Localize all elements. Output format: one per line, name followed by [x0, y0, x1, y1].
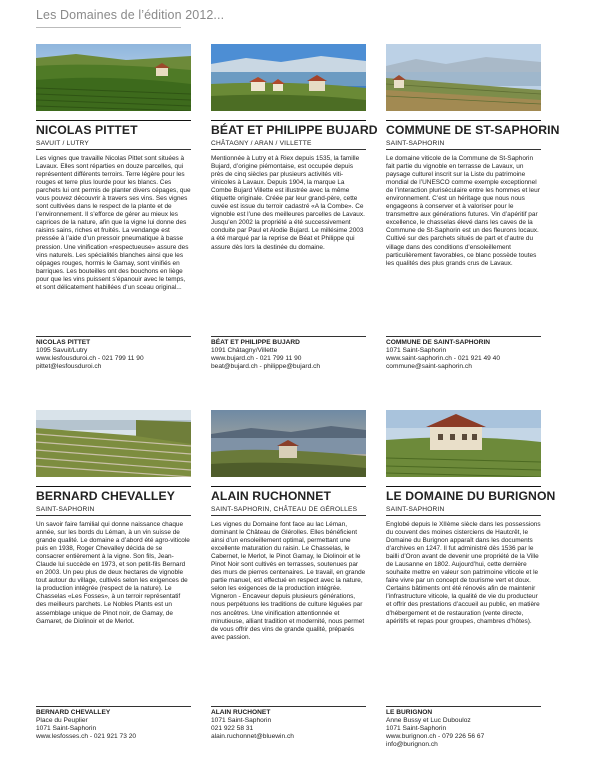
contact-block-bujard	[211, 336, 366, 371]
page-title: Les Domaines de l’édition 2012...	[36, 8, 225, 22]
contact-email[interactable]: alain.ruchonnet@bluewin.ch	[211, 733, 294, 740]
domain-name: BÉAT ET PHILIPPE BUJARD	[211, 123, 378, 137]
contact-block-chevalley	[36, 706, 191, 741]
domain-name: NICOLAS PITTET	[36, 123, 138, 137]
estate-building-photo	[386, 410, 541, 477]
contact-name: BÉAT ET PHILIPPE BUJARD	[211, 339, 300, 346]
contact-web-phone[interactable]: www.bujard.ch - 021 799 11 90	[211, 355, 302, 362]
contact-name: LE BURIGNON	[386, 709, 433, 716]
contact-block-pittet	[36, 336, 191, 371]
contact-email[interactable]: beat@bujard.ch - philippe@bujard.ch	[211, 363, 321, 370]
contact-block-burignon	[386, 706, 541, 749]
domain-name: COMMUNE DE ST-SAPHORIN	[386, 123, 560, 137]
domain-description: Les vignes du Domaine font face au lac Léman, dominant le Château de Glérolles. Elles bénéficient ainsi d’un ensoleillement optimal, permettant une excellente maturation du raisin. Le Chasselas, le Cabernet, le Merlot, le Pinot Gamay, le Diolinoir et le Pinot Noir sont cultivés en terrasses, soutenues par des murs de pierres centenaires. Le travail, en grande partie manuel, est effectué en respect avec la nature, selon les exigences de la production intégrée. Vigneron - Encaveur depuis plusieurs générations, nous perpétuons les traditions de culture léguées par nos ancêtres. Une vinification attentionnée et minutieuse, alliant tradition et modernité, nous permet de vous offrir des vins de grande qualité, préparés avec passion.	[211, 521, 366, 641]
name-divider	[386, 486, 541, 487]
domain-description: Englobé depuis le XIIème siècle dans les possessions du couvent des moines cisterciens de Hautcrêt, le Domaine du Burignon apparaît dans les documents d’archives en 1247. Il fut administré dès 1536 par le bailli d’Oron avant de devenir une propriété de la Ville de Lausanne en 1802. Aujourd’hui, cette dernière souhaite mettre en valeur son patrimoine viticole et le faire vivre par un concept de tourisme vert et doux. Certains bâtiments ont été rénovés afin de maintenir l’infrastructure viticole, la qualité de vie du producteur et offrir des prestations d’accueil au public, en matière d’hébergement et de restauration (vente directe, apéritifs et repas pour groupes, chambres d’hôtes).	[386, 521, 541, 625]
contact-web-phone[interactable]: www.burignon.ch - 079 226 56 67	[386, 733, 485, 740]
domain-card-burignon	[386, 410, 556, 626]
domain-description: Les vignes que travaille Nicolas Pittet sont situées à Lavaux. Elles sont réparties en douze parcelles, qui représentent différents terroirs. Terre légère pour les rouges et terre plus lourde pour les blancs. Ces parchets lui ont permis de planter divers cépages, que vous pouvez découvrir à travers ses vins. Ses vignes sont cultivées dans le respect de la plante et de l’environnement. Il s’efforce de gérer au mieux les caprices de la nature, afin que la vigne lui donne des raisins sains, riches et fruités. La vendange est pressée à l’aide d’un pressoir pneumatique à basse pression. Une vinification «respectueuse» assure des vins naturels. Les spécialités blanches ainsi que les cépages rouges, hormis le Gamay, sont vinifiés en barriques. Les bouteilles ont des bouchons en liège pour que les vins puissent s’épanouir avec le temps, et sont délicatement habillées d’un sceau original...	[36, 155, 191, 291]
domain-description: Un savoir faire familial qui donne naissance chaque année, sur les bords du Léman, à un vin suisse de grande qualité. Le domaine a d’abord été agro-viticole puis en 1938, Roger Chevalley décida de se consacrer entièrement à la vigne. Son fils, Jean-Claude lui succède en 1973, et son petit-fils Bernard en 2003. Un peu plus de deux hectares de vignoble tout autour du village, cultivés selon les exigences de la production intégrée (respect de la nature). Le Chasselas «Les Fosses», à un terroir représentatif des meilleurs parchets. Le Nobles Plants est un assemblage unique de Pinot noir, de Gamay, de Gamaret, de Diolinoir et de Merlot.	[36, 521, 190, 625]
contact-name: ALAIN RUCHONET	[211, 709, 271, 716]
lake-sunset-photo	[211, 410, 366, 477]
domain-location: SAINT-SAPHORIN	[36, 506, 191, 516]
contact-address: 1071 Saint-Saphorin	[386, 725, 447, 732]
contact-address: 1095 Savuit/Lutry	[36, 347, 88, 354]
lakeside-vineyard-photo	[386, 44, 541, 111]
name-divider	[36, 120, 191, 121]
domain-location: SAINT-SAPHORIN, CHÂTEAU DE GÉROLLES	[211, 506, 366, 516]
contact-address: 1071 Saint-Saphorin	[36, 725, 97, 732]
domain-card-st-saphorin	[386, 44, 560, 268]
contact-address: 1071 Saint-Saphorin	[386, 347, 447, 354]
name-divider	[211, 120, 366, 121]
contact-address: Place du Peuplier	[36, 717, 88, 724]
domain-description: Le domaine viticole de la Commune de St-Saphorin fait partie du vignoble en terrasse de Lavaux, un paysage culturel inscrit sur la Liste du patrimoine mondial de l’UNESCO comme exemple exceptionnel de l’interaction pluriséculaire entre les hommes et leur environnement. C’est un héritage que nous nous engageons à conserver et à valoriser pour le transmettre aux générations futures. Vin d’apéritif par excellence, le chasselas élevé dans les caves de la Commune de St-Saphorin est un des fleurons locaux. Cultivé sur des parchets situés de part et d’autre du village dans des conditions d’ensoleillement particulièrement favorables, ce blanc possède toutes les qualités des plus grands crus de Lavaux.	[386, 155, 540, 267]
contact-email[interactable]: commune@saint-saphorin.ch	[386, 363, 472, 370]
name-divider	[211, 486, 366, 487]
terraced-vineyard-photo	[36, 410, 191, 477]
title-divider	[36, 27, 181, 28]
domain-card-pittet	[36, 44, 191, 292]
domain-name: ALAIN RUCHONNET	[211, 489, 331, 503]
contact-address: 1071 Saint-Saphorin	[211, 717, 272, 724]
domain-description: Mentionnée à Lutry et à Riex depuis 1535, la famille Bujard, d’origine piémontaise, est occupée depuis près de cinq siècles par plusieurs activités viti-vinicoles à Lavaux. Depuis 1904, la marque La Combe Bujard Villette est illustrée avec la même étiquette originale. Créée par leur grand-père, cette cuvée est issue du terroir cadastré «A la Combe». Ce vignoble est l’une des meilleures parcelles de Lavaux. Jusqu’en 2002 la propriété a été successivement conduite par Paul et Alodie Bujard. Le millésime 2003 a été marqué par la reprise de Béat et Philippe qui assure dès lors la destinée du domaine.	[211, 155, 365, 251]
domain-location: CHÂTAGNY / ARAN / VILLETTE	[211, 140, 366, 150]
contact-address: 1091 Châtagny/Villette	[211, 347, 278, 354]
lake-village-photo	[211, 44, 366, 111]
contact-email[interactable]: pittet@lesfousduroi.ch	[36, 363, 102, 370]
domain-location: SAINT-SAPHORIN	[386, 506, 541, 516]
contact-name: COMMUNE DE SAINT-SAPHORIN	[386, 339, 491, 346]
domain-location: SAVUIT / LUTRY	[36, 140, 191, 150]
domain-name: LE DOMAINE DU BURIGNON	[386, 489, 556, 503]
contact-email[interactable]: info@burignon.ch	[386, 741, 438, 748]
contact-web-phone[interactable]: www.lesfosses.ch - 021 921 73 20	[36, 733, 137, 740]
domain-location: SAINT-SAPHORIN	[386, 140, 541, 150]
contact-name: BERNARD CHEVALLEY	[36, 709, 111, 716]
domain-card-bujard	[211, 44, 378, 252]
vineyard-photo	[36, 44, 191, 111]
domain-card-ruchonnet	[211, 410, 366, 642]
name-divider	[386, 120, 541, 121]
contact-web-phone[interactable]: www.saint-saphorin.ch - 021 921 49 40	[386, 355, 500, 362]
contact-name: NICOLAS PITTET	[36, 339, 91, 346]
contact-block-ruchonnet	[211, 706, 366, 741]
contact-web-phone[interactable]: www.lesfousduroi.ch - 021 799 11 90	[36, 355, 144, 362]
contact-phone[interactable]: 021 922 58 31	[211, 725, 254, 732]
contact-person: Anne Bussy et Luc Dubouloz	[386, 717, 471, 724]
contact-block-st-saphorin	[386, 336, 541, 371]
domain-name: BERNARD CHEVALLEY	[36, 489, 175, 503]
domain-card-chevalley	[36, 410, 191, 626]
name-divider	[36, 486, 191, 487]
